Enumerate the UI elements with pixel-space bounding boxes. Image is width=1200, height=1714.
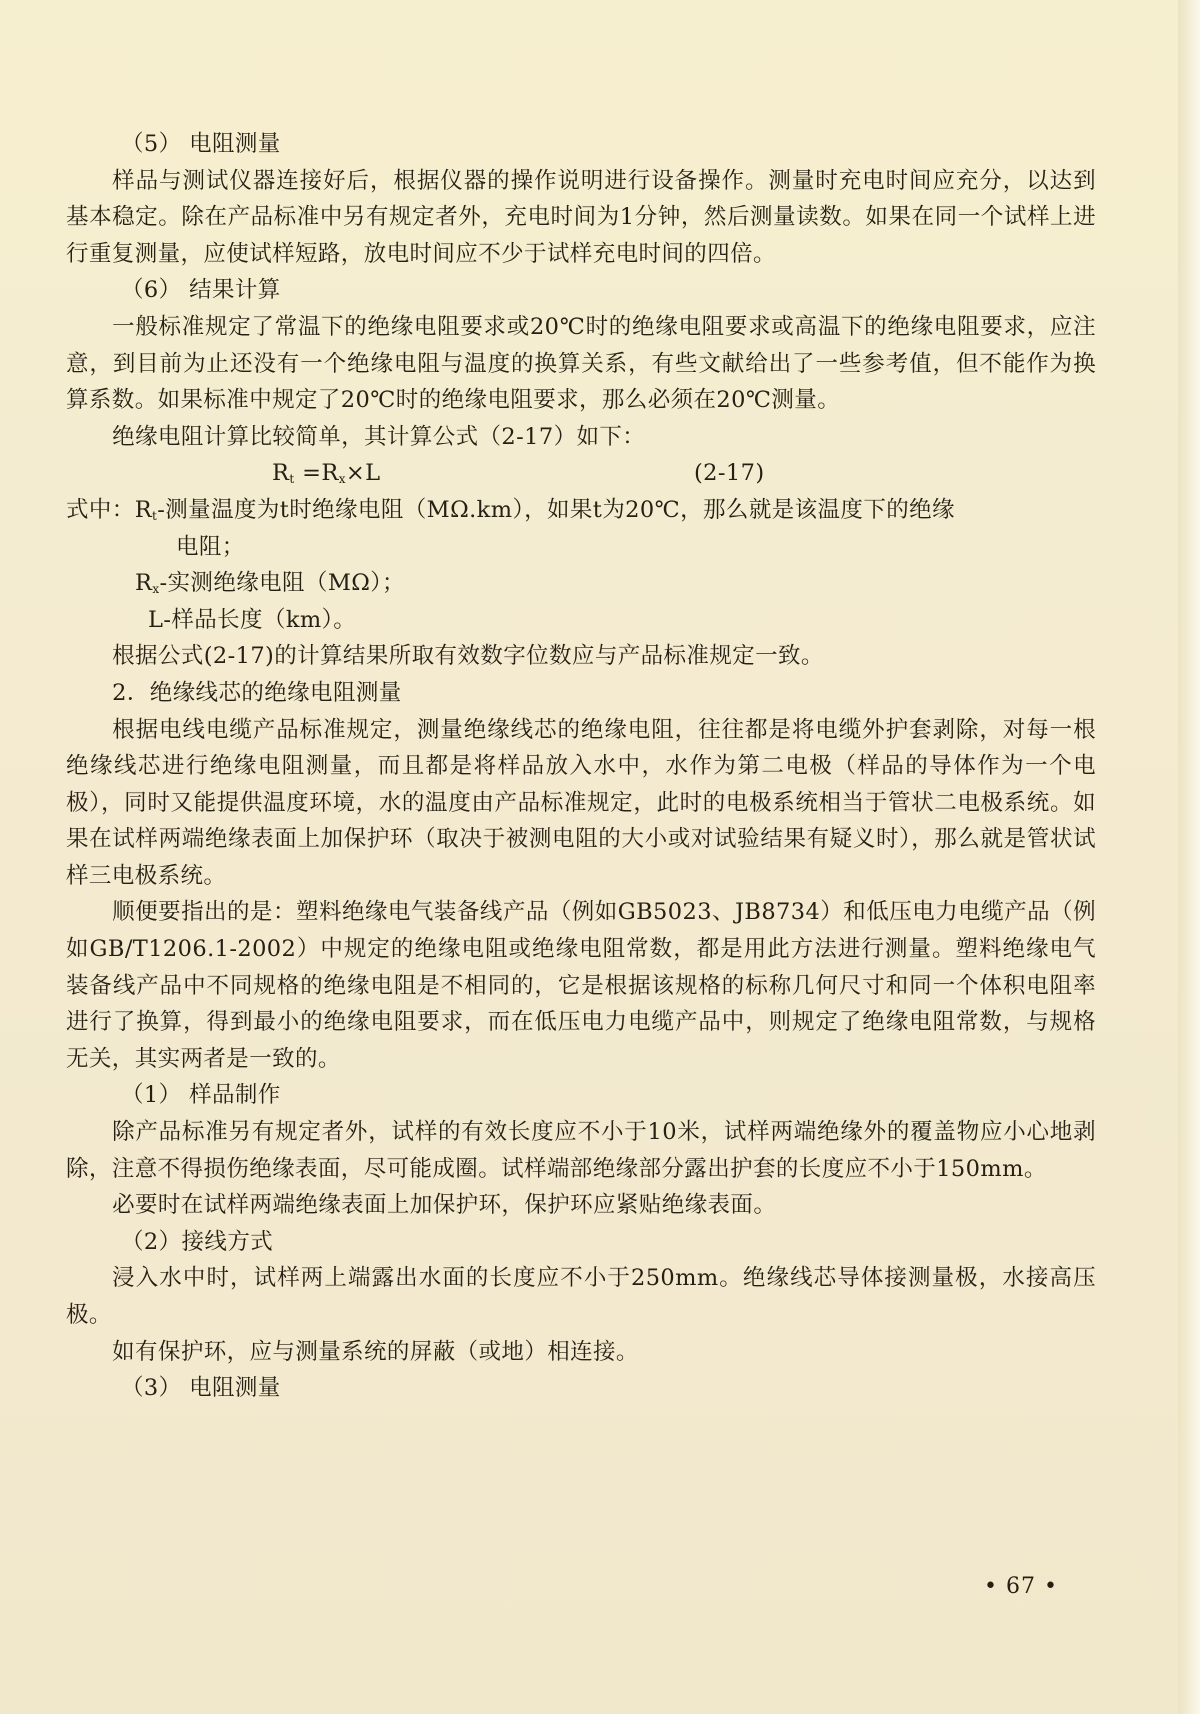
- definition-rx: $R_x-$实测绝缘电阻（MΩ）；: [135, 570, 405, 597]
- paragraph-product-standards: 顺便要指出的是：塑料绝缘电气装备线产品（例如GB5023、JB8734）和低压电力电缆产品（例如GB/T1206.1-2002）中规定的绝缘电阻或绝缘电阻常数，都是用此方法进行测量。塑料绝缘电气装备线产品中不同规格的绝缘电阻是不相同的，它是根据该规格的标称几何尺寸和同一个体积电阻率进行了换算，得到最小的绝缘电阻要求，而在低压电力电缆产品中，则规定了绝缘电阻常数，与规格无关，其实两者是一致的。: [66, 899, 1096, 1072]
- heading-wiring-method: （2）接线方式: [121, 1228, 274, 1255]
- formula-number: (2-17): [694, 460, 765, 487]
- paragraph-charging-procedure: 样品与测试仪器连接好后，根据仪器的操作说明进行设备操作。测量时充电时间应充分，以达到基本稳定。除在产品标准中另有规定者外，充电时间为1分钟，然后测量读数。如果在同一个试样上进行重复测量，应使试样短路，放电时间应不少于试样充电时间的四倍。: [66, 167, 1096, 267]
- definition-rt-continued: 电阻；: [176, 533, 245, 560]
- paragraph-sample-length: 除产品标准另有规定者外，试样的有效长度应不小于10米，试样两端绝缘外的覆盖物应小心地剥除，注意不得损伤绝缘表面，尽可能成圈。试样端部绝缘部分露出护套的长度应不小于150mm。: [66, 1119, 1096, 1182]
- heading-sample-preparation: （1） 样品制作: [121, 1082, 281, 1109]
- heading-resistance-measurement: （5） 电阻测量: [121, 131, 281, 157]
- page-number: • 67 •: [984, 1574, 1058, 1599]
- definition-l: L-样品长度（km）。: [148, 606, 357, 633]
- paragraph-immersion: 浸入水中时，试样两上端露出水面的长度应不小于250mm。绝缘线芯导体接测量极，水接高压极。: [66, 1265, 1096, 1328]
- paragraph-guard-connection: 如有保护环，应与测量系统的屏蔽（或地）相连接。: [112, 1338, 639, 1365]
- heading-core-insulation-resistance: 2．绝缘线芯的绝缘电阻测量: [112, 679, 402, 706]
- definition-rt: 式中：$R_t-$测量温度为t时绝缘电阻（MΩ.km），如果t为20℃，那么就是该温度下的绝缘: [66, 496, 955, 523]
- paragraph-significant-digits: 根据公式(2-17)的计算结果所取有效数字位数应与产品标准规定一致。: [112, 643, 824, 670]
- formula-line: [66, 455, 1096, 492]
- page-edge-shadow: [1178, 0, 1200, 1714]
- formula-expression: $R_t =R_x\times L$: [272, 460, 381, 487]
- paragraph-water-electrode: 根据电线电缆产品标准规定，测量绝缘线芯的绝缘电阻，往往都是将电缆外护套剥除，对每一根绝缘线芯进行绝缘电阻测量，而且都是将样品放入水中，水作为第二电极（样品的导体作为一个电极），同时又能提供温度环境，水的温度由产品标准规定，此时的电极系统相当于管状二电极系统。如果在试样两端绝缘表面上加保护环（取决于被测电阻的大小或对试验结果有疑义时），那么就是管状试样三电极系统。: [66, 716, 1096, 889]
- paragraph-temperature-requirements: 一般标准规定了常温下的绝缘电阻要求或20℃时的绝缘电阻要求或高温下的绝缘电阻要求，应注意，到目前为止还没有一个绝缘电阻与温度的换算关系，有些文献给出了一些参考值，但不能作为换算系数。如果标准中规定了20℃时的绝缘电阻要求，那么必须在20℃测量。: [66, 313, 1096, 414]
- heading-result-calculation: （6） 结果计算: [121, 277, 281, 304]
- body-text: [66, 126, 1096, 1407]
- paragraph-guard-ring: 必要时在试样两端绝缘表面上加保护环，保护环应紧贴绝缘表面。: [112, 1192, 777, 1219]
- heading-resistance-measurement-3: （3） 电阻测量: [121, 1375, 281, 1402]
- paragraph-formula-intro: 绝缘电阻计算比较简单，其计算公式（2-17）如下：: [112, 423, 646, 450]
